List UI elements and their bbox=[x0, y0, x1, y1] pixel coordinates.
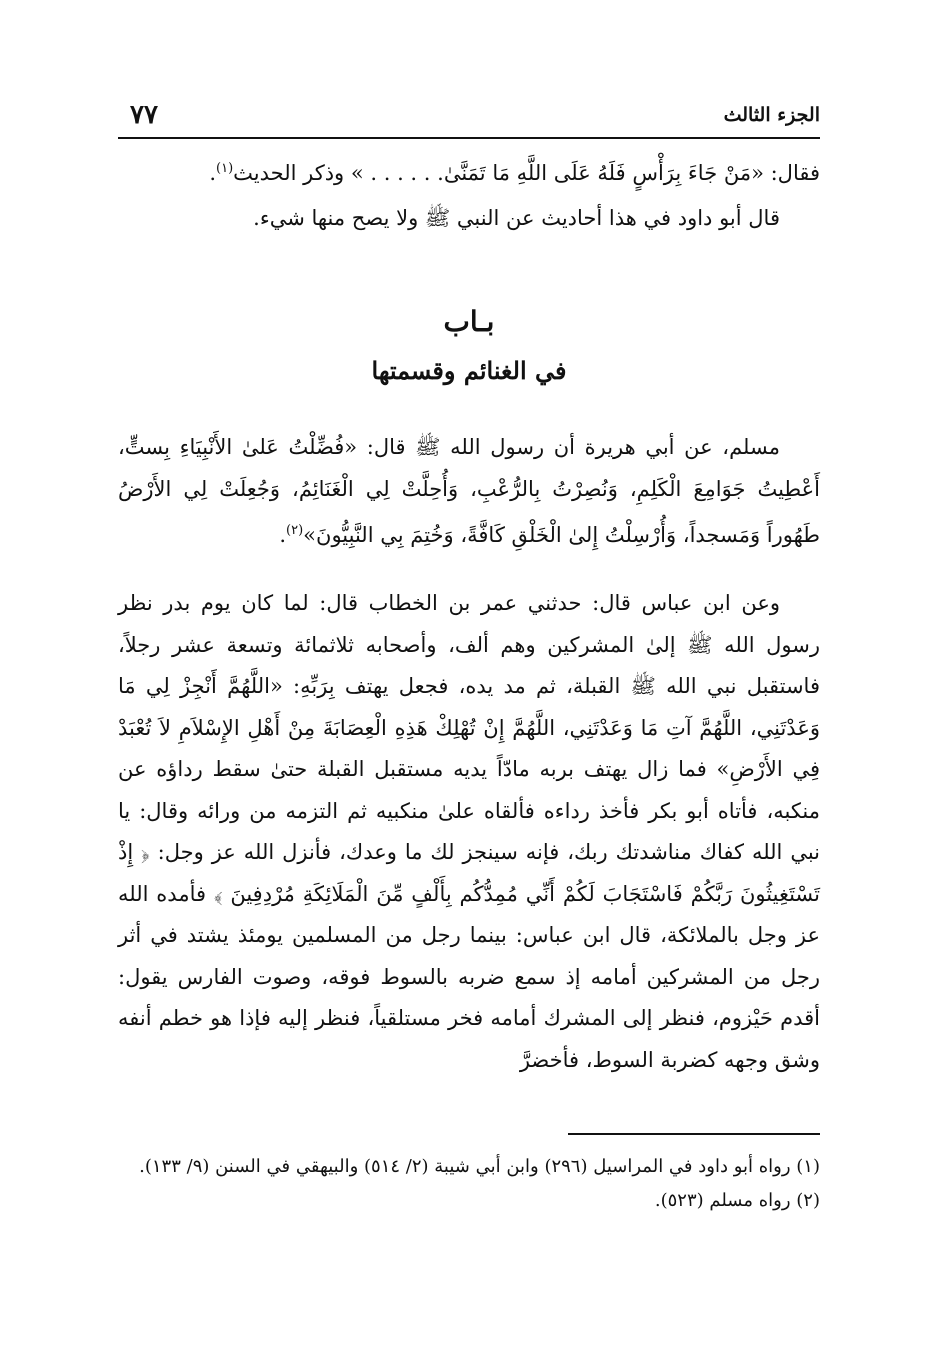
page-header bbox=[118, 98, 820, 134]
hadith-paragraph-2: وعن ابن عباس قال: حدثني عمر بن الخطاب قال: لما كان يوم بدر نظر رسول الله ﷺ إلىٰ المشركين وهم ألف، وأصحابه ثلاثمائة وتسعة عشر رجلاً، فاستقبل نبي الله ﷺ القبلة، ثم مد يده، فجعل يهتف بِرَبِّهِ: «اللَّهُمَّ أَنْجِزْ لِي مَا وَعَدْتَنِي، اللَّهُمَّ آتِ مَا وَعَدْتَنِي، اللَّهُمَّ إِنْ تُهْلِكْ هَذِهِ الْعِصَابَةَ مِنْ أَهْلِ الإِسْلاَمِ لاَ تُعْبَدْ فِي الأَرْضِ» فما زال يهتف بربه مادّاً يديه مستقبل القبلة حتىٰ سقط رداؤه عن منكبه، فأتاه أبو بكر فأخذ رداءه فألقاه علىٰ منكبيه ثم التزمه من ورائه وقال: يا نبي الله كفاك مناشدتك ربك، فإنه سينجز لك ما وعدك، فأنزل الله عز وجل: ﴿ إِذْ تَسْتَغِيثُونَ رَبَّكُمْ فَاسْتَجَابَ لَكُمْ أَنِّي مُمِدُّكُم بِأَلْفٍ مِّنَ الْمَلَائِكَةِ مُرْدِفِينَ ﴾ فأمده الله عز وجل بالملائكة، قال ابن عباس: بينما رجل من المسلمين يومئذ يشتد في أثر رجل من المشركين أمامه إذ سمع ضربه بالسوط فوقه، وصوت الفارس يقول: أقدم حَيْزوم، فنظر إلى المشرك أمامه فخر مستلقياً، فنظر إليه فإذا هو خطم أنفه وشق وجهه كضربة السوط، فأخضرَّ bbox=[118, 591, 820, 1072]
footnote-1: (١) رواه أبو داود في المراسيل (٢٩٦) وابن أبي شيبة (٢/ ٥١٤) والبيهقي في السنن (٩/ ١٣٣). bbox=[139, 1156, 820, 1177]
footnotes bbox=[118, 1150, 820, 1218]
footnote-ref-2: (٢) bbox=[286, 523, 304, 538]
top-line-1-text: فقال: «مَنْ جَاءَ بِرَأْسٍ فَلَهُ عَلَى اللَّهِ مَا تَمَنَّىٰ. . . . . . » وذكر الحديث bbox=[233, 161, 820, 185]
hadith-paragraph-1 bbox=[118, 427, 820, 557]
chapter-label: بـاب bbox=[443, 305, 495, 338]
footnote-2: (٢) رواه مسلم (٥٢٣). bbox=[654, 1190, 820, 1211]
page-number: ٧٧ bbox=[130, 100, 158, 130]
top-paragraph-1 bbox=[118, 148, 820, 195]
chapter-title: في الغنائم وقسمتها bbox=[371, 356, 567, 385]
hadith-1-text: مسلم، عن أبي هريرة أن رسول الله ﷺ قال: «فُضِّلْتُ عَلىٰ الأَنْبِيَاءِ بِستٍّ، أَعْطِيتُ جَوَامِعَ الْكَلِمِ، وَنُصِرْتُ بِالرُّعْبِ، وَأُحِلَّتْ لِي الْغَنَائِمُ، وَجُعِلَتْ لِي الأَرْضُ طَهُوراً وَمَسجداً، وَأُرْسِلْتُ إِلىٰ الْخَلْقِ كَافَّةً، وَخُتِمَ بِي النَّبِيُّونَ» bbox=[118, 435, 820, 547]
footnote-ref-1: (١) bbox=[216, 161, 234, 176]
top-line-1-end: . bbox=[209, 161, 217, 185]
footnote-rule bbox=[568, 1133, 820, 1135]
top-paragraph-2: قال أبو داود في هذا أحاديث عن النبي ﷺ ولا يصح منها شيء. bbox=[253, 206, 780, 230]
running-title: الجزء الثالث bbox=[723, 104, 820, 126]
header-rule bbox=[118, 137, 820, 139]
hadith-1-end: . bbox=[279, 523, 287, 547]
